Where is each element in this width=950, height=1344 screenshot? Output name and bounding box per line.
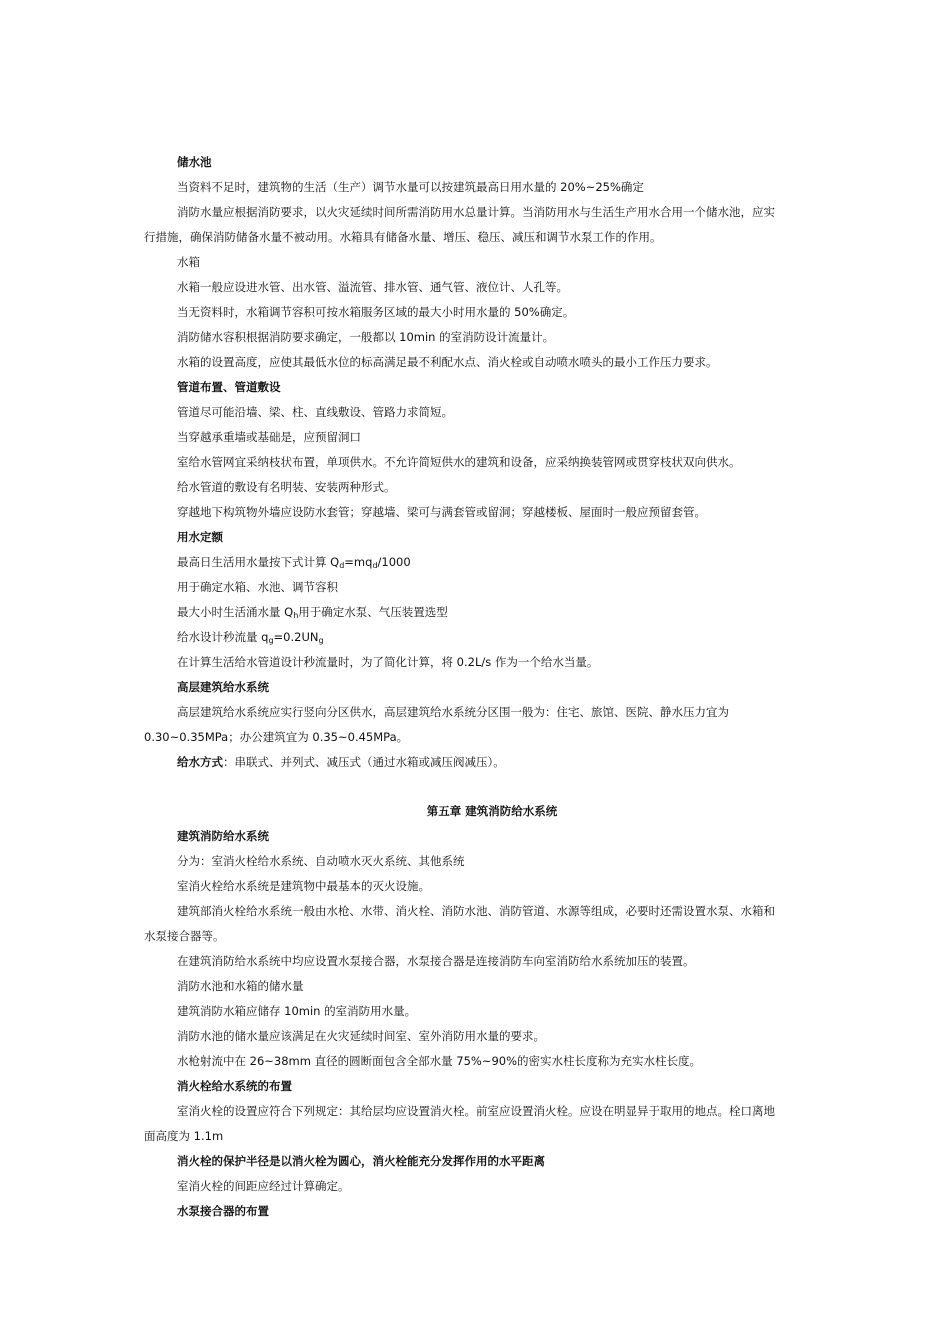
paragraph: 室给水管网宜采纳枝状布置，单项供水。不允许简短供水的建筑和设备，应采纳换装管网或贯穿枝状双向供水。 xyxy=(177,455,741,469)
paragraph: 当资料不足时，建筑物的生活（生产）调节水量可以按建筑最高日用水量的 20%~25%确定 xyxy=(177,180,644,194)
paragraph: 分为：室消火栓给水系统、自动喷水灭火系统、其他系统 xyxy=(177,854,465,868)
paragraph: 水箱一般应设进水管、出水管、溢流管、排水管、通气管、液位计、人孔等。 xyxy=(177,280,568,294)
heading-fire-system: 建筑消防给水系统 xyxy=(177,829,269,843)
chapter-title: 第五章 建筑消防给水系统 xyxy=(426,804,558,818)
formula-daily-water: 最高日生活用水量按下式计算 $Q_d=mq_d/1000$ xyxy=(177,555,411,570)
paragraph: 当无资料时，水箱调节容积可按水箱服务区域的最大小时用水量的 50%确定。 xyxy=(177,305,575,319)
heading-pump-connector: 水泵接合器的布置 xyxy=(177,1204,269,1218)
heading-water-tank: 水箱 xyxy=(177,255,200,269)
paragraph: 水箱的设置高度，应使其最低水位的标高满足最不利配水点、消火栓或自动喷水喷头的最小工作压力要求。 xyxy=(177,355,718,369)
paragraph: 室消火栓给水系统是建筑物中最基本的灭火设施。 xyxy=(177,879,430,893)
heading-protection-radius: 消火栓的保护半径是以消火栓为圆心，消火栓能充分发挥作用的水平距离 xyxy=(177,1154,545,1168)
paragraph: 高层建筑给水系统应实行竖向分区供水，高层建筑给水系统分区围一般为：住宅、旅馆、医院、静水压力宜为 xyxy=(177,705,729,719)
paragraph: 室消火栓的设置应符合下列规定：其给层均应设置消火栓。前室应设置消火栓。应设在明显异于取用的地点。栓口离地 xyxy=(177,1104,775,1118)
paragraph-continuation: 水泵接合器等。 xyxy=(144,929,225,943)
formula-hourly-water: 最大小时生活涌水量 $Q_h$用于确定水泵、气压装置选型 xyxy=(177,605,448,620)
heading-hydrant-layout: 消火栓给水系统的布置 xyxy=(177,1079,292,1093)
paragraph-continuation: 0.30~0.35MPa；办公建筑宜为 0.35~0.45MPa。 xyxy=(144,730,409,744)
paragraph: 管道尽可能沿墙、梁、柱、直线敷设、管路力求简短。 xyxy=(177,405,453,419)
paragraph: 给水管道的敷设有名明装、安装两种形式。 xyxy=(177,480,396,494)
paragraph: 在计算生活给水管道设计秒流量时，为了简化计算，将 0.2L/s 作为一个给水当量。 xyxy=(177,655,599,669)
paragraph-continuation: 面高度为 1.1m xyxy=(144,1129,224,1143)
paragraph: 室消火栓的间距应经过计算确定。 xyxy=(177,1179,350,1193)
heading-highrise-water: 高层建筑给水系统 xyxy=(177,680,269,694)
paragraph: 当穿越承重墙或基础是，应预留洞口 xyxy=(177,430,361,444)
paragraph: 消防水池和水箱的储水量 xyxy=(177,979,304,993)
heading-storage-pool: 储水池 xyxy=(177,155,212,169)
heading-pipe-layout: 管道布置、管道敷设 xyxy=(177,380,281,394)
paragraph: 消防储水容积根据消防要求确定，一般都以 10min 的室消防设计流量计。 xyxy=(177,330,555,344)
paragraph: 穿越地下构筑物外墙应设防水套管；穿越墙、梁可与满套管或留洞；穿越楼板、屋面时一般应预留套管。 xyxy=(177,505,706,519)
heading-water-quota: 用水定额 xyxy=(177,530,223,544)
paragraph-supply-mode: 给水方式：串联式、并列式、减压式（通过水箱或减压阀减压）。 xyxy=(177,755,505,769)
paragraph: 在建筑消防给水系统中均应设置水泵接合器，水泵接合器是连接消防车向室消防给水系统加压的装置。 xyxy=(177,954,695,968)
paragraph-continuation: 行措施，确保消防储备水量不被动用。水箱具有储备水量、增压、稳压、减压和调节水泵工作的作用。 xyxy=(144,230,662,244)
paragraph: 建筑消防水箱应储存 10min 的室消防用水量。 xyxy=(177,1004,417,1018)
paragraph: 消防水量应根据消防要求，以火灾延续时间所需消防用水总量计算。当消防用水与生活生产用水合用一个储水池，应实 xyxy=(177,205,775,219)
paragraph: 消防水池的储水量应该满足在火灾延续时间室、室外消防用水量的要求。 xyxy=(177,1029,545,1043)
paragraph: 用于确定水箱、水池、调节容积 xyxy=(177,580,338,594)
paragraph: 水枪射流中在 26~38mm 直径的圆断面包含全部水量 75%~90%的密实水柱长度称为充实水柱长度。 xyxy=(177,1054,702,1068)
paragraph: 建筑部消火栓给水系统一般由水枪、水带、消火栓、消防水池、消防管道、水源等组成，必要时还需设置水泵、水箱和 xyxy=(177,904,775,918)
formula-design-flow: 给水设计秒流量 $q_g=0.2UN_g$ xyxy=(177,630,324,645)
